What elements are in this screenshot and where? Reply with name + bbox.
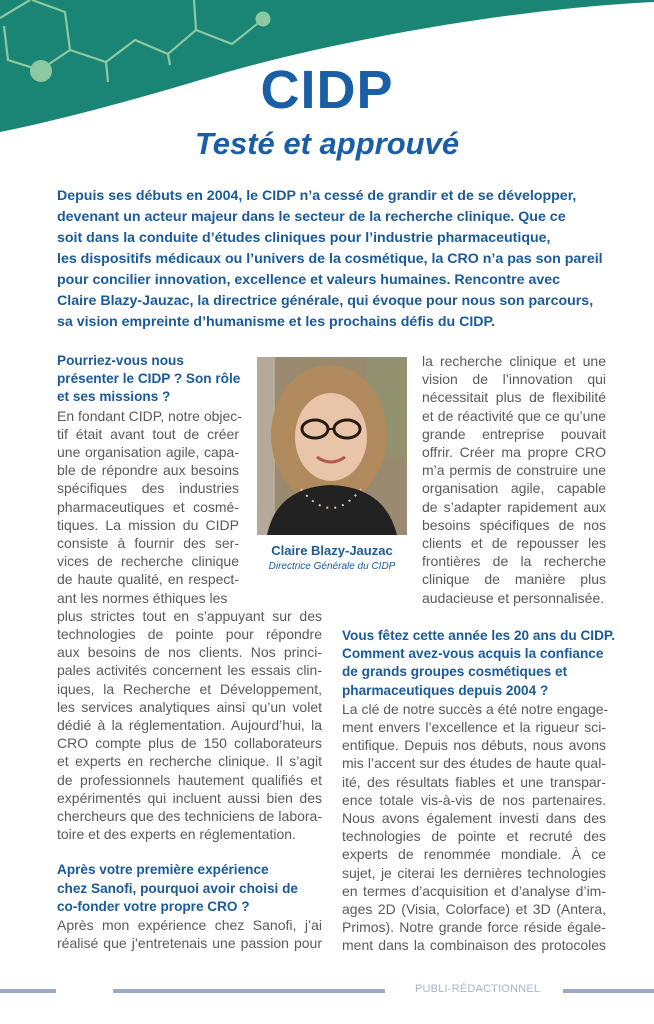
answer-line: toire et des experts en réglementation. bbox=[57, 826, 296, 843]
portrait-icon bbox=[257, 357, 407, 535]
question-line: co-fonder votre propre CRO ? bbox=[57, 898, 250, 914]
column-right-bottom bbox=[342, 627, 615, 955]
answer-line: de s’adapter rapidement aux bbox=[422, 498, 606, 515]
answer-line: iques, la Recherche et Développement, bbox=[57, 680, 322, 697]
answer-line: spécifiques des industries bbox=[57, 480, 239, 497]
answer-line: audacieuse et personnalisée. bbox=[422, 589, 605, 606]
answer-line: nécessitait plus de flexibilité bbox=[422, 389, 606, 406]
answer-line: pharmaceutiques et cosmé- bbox=[57, 498, 239, 515]
answer-line: organisation agile, capable bbox=[422, 480, 606, 497]
answer-line: experts de renommée mondiale. À ce bbox=[342, 846, 606, 863]
answer-line: réalisé que j’entretenais une passion pour bbox=[57, 935, 322, 952]
answer-line: entifique. Depuis nos débuts, nous avons bbox=[342, 737, 606, 754]
question-line: Vous fêtez cette année les 20 ans du CIDP. bbox=[342, 628, 615, 643]
intro-line: les dispositifs médicaux ou l’univers de la cosmétique, la CRO n’a pas son pareil bbox=[57, 251, 603, 267]
answer-line: de professionnels hautement qualifiés et bbox=[57, 771, 322, 788]
page-subtitle: Testé et approuvé bbox=[194, 126, 460, 161]
intro-line: devenant un acteur majeur dans le secteur de la recherche clinique. Que ce bbox=[57, 209, 566, 225]
answer-2 bbox=[57, 916, 322, 952]
answer-line: en termes d’acquisition et d’analyse d’im- bbox=[342, 882, 606, 899]
answer-line: la recherche clinique et une bbox=[422, 353, 606, 369]
answer-line: vices de recherche clinique bbox=[57, 553, 239, 570]
answer-line: ment envers l’excellence et la rigueur sci- bbox=[342, 719, 606, 736]
answer-line: aux besoins de nos clients. Nos princi- bbox=[57, 644, 322, 661]
question-line: Pourriez-vous nous bbox=[57, 353, 184, 368]
intro-line: Claire Blazy-Jauzac, la directrice générale, qui évoque pour nous son parcours, bbox=[57, 293, 594, 309]
answer-line: tiques. La mission du CIDP bbox=[57, 516, 239, 533]
question-line: de grands groupes cosmétiques et bbox=[342, 664, 568, 680]
answer-line: les services analytiques ainsi qu’un volet bbox=[57, 698, 322, 715]
answer-line: chercheurs que des techniciens de labora- bbox=[57, 808, 322, 825]
answer-line: Après mon expérience chez Sanofi, j’ai bbox=[57, 917, 322, 934]
answer-line: offrir. Créer ma propre CRO bbox=[422, 444, 606, 461]
column-right-top bbox=[422, 352, 606, 607]
question-2 bbox=[57, 861, 322, 916]
page-title: CIDP bbox=[260, 60, 394, 120]
answer-line: ages 2D (Visia, Colorface) et 3D (Antera, bbox=[342, 901, 606, 918]
answer-line: plus strictes tout en s’appuyant sur des bbox=[57, 607, 322, 624]
answer-line: m’a permis de construire une bbox=[422, 462, 606, 479]
answer-line: technologies de pointe pour répondre bbox=[57, 626, 322, 643]
answer-line: tif était avant tout de créer bbox=[57, 425, 239, 442]
answer-line: ence totale vis-à-vis de nos partenaires. bbox=[342, 791, 606, 808]
intro-line: sa vision empreinte d’humanisme et les prochains défis du CIDP. bbox=[57, 314, 496, 330]
footer-divider bbox=[0, 989, 56, 993]
answer-line: pales activités concernent les essais clin- bbox=[57, 662, 322, 679]
footer-label: PUBLI-RÉDACTIONNEL bbox=[415, 983, 541, 995]
answer-line: clinique de manière plus bbox=[422, 571, 606, 588]
molecule-node-small bbox=[256, 12, 271, 27]
answer-line: vision de l’innovation qui bbox=[422, 371, 606, 388]
answer-1-full bbox=[57, 607, 322, 844]
question-3 bbox=[342, 627, 615, 700]
answer-line: Primos). Notre grande force réside égale- bbox=[342, 919, 606, 936]
answer-line: clients et de repousser les bbox=[422, 535, 606, 552]
question-line: Après votre première expérience bbox=[57, 862, 269, 878]
answer-3 bbox=[342, 700, 609, 955]
answer-line: En fondant CIDP, notre objec- bbox=[57, 407, 242, 424]
answer-line: technologies de pointe et recruté des bbox=[342, 828, 606, 845]
answer-line: et de réactivité que ce qu’une bbox=[422, 407, 606, 424]
answer-line: mis l’accent sur des études de haute qual- bbox=[342, 755, 606, 772]
answer-line: de haute qualité, en respect- bbox=[57, 571, 239, 588]
answer-line: grande entreprise pouvait bbox=[422, 425, 606, 442]
question-line: Comment avez-vous acquis la confiance bbox=[342, 646, 604, 662]
intro-paragraph bbox=[57, 186, 602, 333]
answer-line: une organisation agile, capa- bbox=[57, 444, 239, 461]
question-line: présenter le CIDP ? Son rôle bbox=[57, 371, 241, 387]
answer-line: et experts en recherche clinique. Il s’agit bbox=[57, 753, 322, 770]
caption-name: Claire Blazy-Jauzac bbox=[271, 543, 393, 558]
answer-line: ant les normes éthiques les bbox=[57, 589, 228, 606]
answer-line: expérimentés qui incluent aussi bien des bbox=[57, 789, 322, 806]
question-line: pharmaceutiques depuis 2004 ? bbox=[342, 682, 549, 698]
answer-line: ble de répondre aux besoins bbox=[57, 462, 239, 479]
footer-divider bbox=[563, 989, 654, 993]
footer-divider bbox=[113, 989, 385, 993]
question-line: chez Sanofi, pourquoi avoir choisi de bbox=[57, 880, 298, 896]
answer-line: dédié à la réglementation. Aujourd’hui, la bbox=[57, 717, 322, 734]
answer-line: Nous avons également investi dans des bbox=[342, 810, 606, 827]
intro-line: pour concilier innovation, excellence et valeurs humaines. Rencontre avec bbox=[57, 272, 561, 288]
answer-line: CRO compte plus de 150 collaborateurs bbox=[57, 735, 322, 752]
portrait-photo bbox=[257, 357, 407, 535]
answer-line: besoins spécifiques de nos bbox=[422, 516, 606, 533]
answer-line: La clé de notre succès a été notre engage- bbox=[342, 700, 609, 717]
intro-line: soit dans la conduite d’études cliniques pour l’industrie pharmaceutique, bbox=[57, 230, 551, 246]
answer-line: consiste à fournir des ser- bbox=[57, 535, 239, 552]
caption-role: Directrice Générale du CIDP bbox=[268, 561, 396, 572]
answer-line: ité, des résultats fiables et une transpar- bbox=[342, 773, 606, 790]
answer-line: sujet, je citerai les dernières technologies bbox=[342, 864, 606, 881]
intro-line: Depuis ses débuts en 2004, le CIDP n’a cessé de grandir et de se développer, bbox=[57, 188, 577, 204]
answer-line: frontières de la recherche bbox=[422, 553, 606, 570]
question-line: et ses missions ? bbox=[57, 389, 171, 405]
answer-line: ment dans la combinaison des protocoles bbox=[342, 937, 606, 954]
